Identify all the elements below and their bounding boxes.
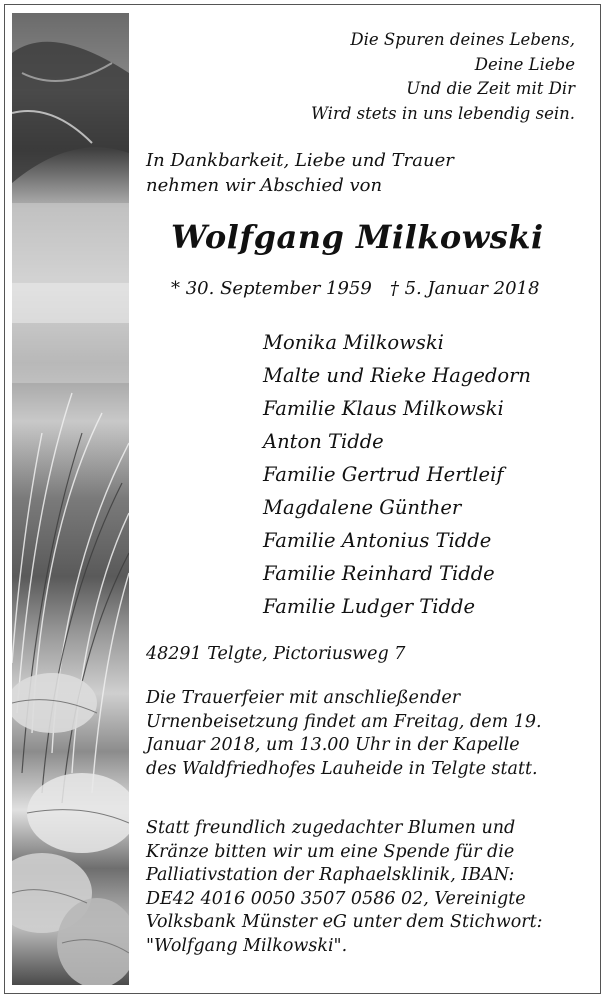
intro-text (146, 148, 454, 198)
mourner-item: Familie Klaus Milkowski (263, 397, 504, 420)
ceremony-line: Die Trauerfeier mit anschließender (146, 688, 461, 708)
mourners-list (263, 326, 531, 623)
intro-line: nehmen wir Abschied von (146, 175, 383, 196)
life-dates (171, 278, 539, 299)
mourner-item: Magdalene Günther (263, 496, 462, 519)
mourner-item: Familie Gertrud Hertleif (263, 463, 504, 486)
intro-line: In Dankbarkeit, Liebe und Trauer (146, 150, 454, 171)
plant-photo-graphic (12, 13, 129, 985)
deceased-name: Wolfgang Milkowski (171, 218, 544, 256)
mourner-item: Anton Tidde (263, 430, 384, 453)
mourner-item: Monika Milkowski (263, 331, 444, 354)
motto-line: Und die Zeit mit Dir (406, 79, 575, 98)
donation-line: "Wolfgang Milkowski". (146, 935, 348, 956)
ceremony-line: Urnenbeisetzung findet am Freitag, dem 19. (146, 711, 542, 732)
donation-info (146, 817, 586, 958)
motto-line: Deine Liebe (474, 54, 575, 74)
birth-date: * 30. September 1959 (171, 278, 372, 299)
donation-line: Statt freundlich zugedachter Blumen und (146, 818, 516, 838)
donation-line: Kränze bitten wir um eine Spende für die (146, 841, 515, 862)
ceremony-line: des Waldfriedhofes Lauheide in Telgte statt. (146, 758, 538, 779)
ceremony-line: Januar 2018, um 13.00 Uhr in der Kapelle (146, 735, 520, 755)
donation-line: Volksbank Münster eG unter dem Stichwort: (146, 912, 543, 932)
motto-line: Die Spuren deines Lebens, (350, 30, 575, 49)
address: 48291 Telgte, Pictoriusweg 7 (146, 644, 406, 664)
motto-verse (311, 28, 575, 126)
mourner-item: Familie Reinhard Tidde (263, 562, 495, 585)
donation-line: DE42 4016 0050 3507 0586 02, Vereinigte (146, 888, 526, 909)
motto-line: Wird stets in uns lebendig sein. (311, 103, 575, 123)
mourner-item: Familie Ludger Tidde (263, 595, 476, 618)
mourner-item: Familie Antonius Tidde (263, 529, 492, 552)
plant-photo (12, 13, 129, 985)
ceremony-info (146, 687, 586, 781)
donation-line: Palliativstation der Raphaelsklinik, IBAN: (146, 865, 515, 885)
death-date: † 5. Januar 2018 (389, 278, 540, 299)
mourner-item: Malte und Rieke Hagedorn (263, 364, 531, 387)
